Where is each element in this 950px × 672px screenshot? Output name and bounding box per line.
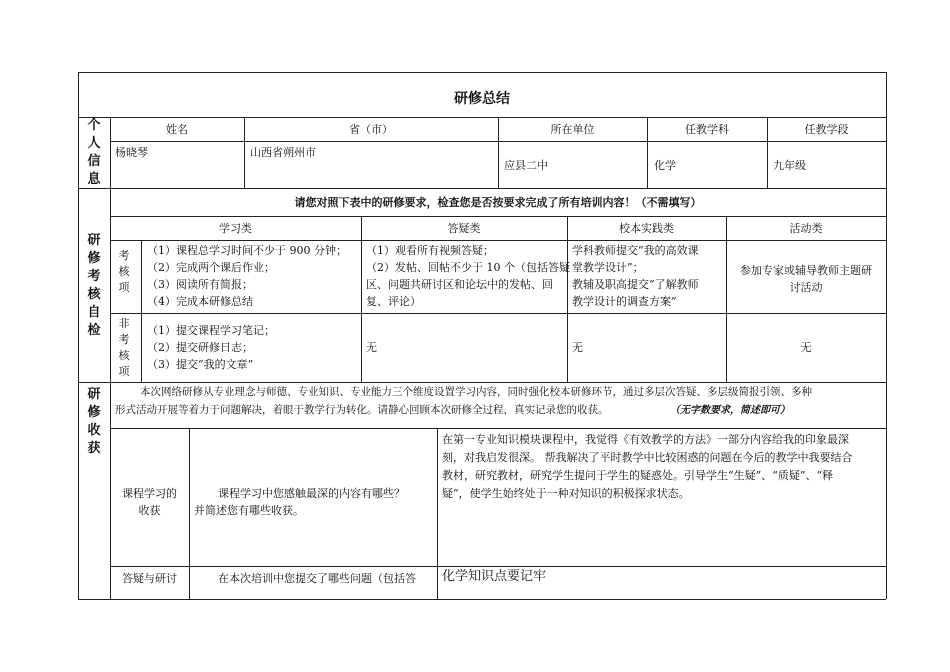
assessed-activity-line: 讨活动 — [789, 281, 823, 294]
rule — [110, 117, 111, 599]
rule — [189, 428, 190, 599]
gains-row-answer: 教材，研究教材，研究学生提问于学生的疑惑处。引导学生“生疑”、“质疑”、“释 — [442, 469, 834, 482]
non-assessed-study-line: （1）提交课程学习笔记； — [147, 324, 275, 337]
section-label-gains: 研 修 收 获 — [87, 387, 101, 456]
assessed-label: 考 核 项 — [118, 249, 130, 294]
header-subject: 任教学科 — [685, 123, 729, 136]
non-assessed-practice: 无 — [572, 341, 583, 354]
rule — [78, 117, 886, 118]
assessed-activity-line: 参加专家或辅导教师主题研 — [740, 264, 872, 277]
non-assessed-label: 非 考 核 项 — [118, 317, 130, 378]
header-province: 省（市） — [349, 123, 393, 136]
rule — [110, 216, 886, 217]
non-assessed-qa: 无 — [366, 341, 377, 354]
gains-row-question: 并简述您有哪些收获。 — [194, 504, 304, 517]
assessed-practice-line: 学科教师提交“我的高效课 — [572, 244, 699, 257]
rule — [110, 240, 886, 241]
non-assessed-study-line: （3）提交“我的文章” — [147, 358, 254, 371]
value-stage: 九年级 — [773, 159, 806, 172]
assessed-study-line: （2）完成两个课后作业； — [147, 261, 275, 274]
value-name: 杨晓琴 — [115, 146, 148, 159]
header-unit: 所在单位 — [550, 123, 595, 136]
assessed-qa-line: （1）观看所有视频答疑； — [366, 244, 494, 257]
gains-intro-line: 本次网络研修从专业理念与师德、专业知识、专业能力三个维度设置学习内容，同时强化校本研修环节，通过多层次答疑、多层级简报引领、多种 — [140, 386, 812, 398]
assessed-study-line: （3）阅读所有简报； — [147, 278, 253, 291]
rule — [361, 216, 362, 382]
gains-row-label: 课程学习的 — [122, 487, 177, 500]
non-assessed-study-line: （2）提交研修日志； — [147, 341, 253, 354]
rule — [141, 240, 142, 382]
table-border-left — [78, 72, 79, 599]
col-qa: 答疑类 — [447, 222, 481, 235]
gains-row-question: 在本次培训中您提交了哪些问题（包括答 — [218, 572, 416, 585]
gains-row-answer: 刻，对我启发很深。 帮我解决了平时教学中比较困惑的问题在今后的教学中我要结合 — [442, 451, 853, 464]
assessed-qa-line: 复、评论） — [366, 295, 421, 308]
value-province: 山西省朔州市 — [250, 146, 316, 159]
table-border-bottom — [78, 599, 886, 600]
gains-row-answer: 在第一专业知识模块课程中，我觉得《有效教学的方法》一部分内容给我的印象最深 — [442, 433, 849, 446]
rule — [567, 216, 568, 382]
assessed-study-line: （4）完成本研修总结 — [147, 295, 253, 308]
gains-intro-line: 形式活动开展等着力于问题解决，着眼于教学行为转化。请静心回顾本次研修全过程，真实记录您的收获。 — [115, 404, 609, 416]
value-subject: 化学 — [654, 159, 676, 172]
gains-row-answer: 疑”，使学生始终处于一种对知识的积极探求状态。 — [442, 487, 690, 500]
rule — [437, 428, 438, 599]
assessed-practice-line: 教学设计的调查方案” — [572, 295, 677, 308]
page-title: 研修总结 — [454, 91, 510, 107]
gains-row-question: 课程学习中您感触最深的内容有哪些？ — [218, 487, 405, 500]
gains-intro-note: （无字数要求，简述即可） — [670, 405, 790, 416]
gains-row-label: 收获 — [138, 504, 161, 517]
rule — [110, 566, 886, 567]
header-stage: 任教学段 — [804, 123, 849, 136]
rule — [110, 313, 886, 314]
non-assessed-activity: 无 — [800, 341, 812, 354]
col-activity: 活动类 — [789, 222, 823, 235]
rule — [110, 428, 886, 429]
rule — [78, 382, 886, 383]
assessed-qa-line: （2）发帖、回帖不少于 10 个（包括答疑 — [366, 261, 570, 274]
header-name: 姓名 — [166, 123, 188, 136]
value-unit: 应县二中 — [504, 159, 548, 172]
check-notice: 请您对照下表中的研修要求，检查您是否按要求完成了所有培训内容！（不需填写） — [294, 196, 702, 209]
rule — [726, 216, 727, 382]
col-practice: 校本实践类 — [619, 222, 674, 235]
table-border-right — [886, 72, 887, 599]
gains-row-answer: 化学知识点要记牢 — [442, 569, 547, 584]
assessed-practice-line: 堂教学设计”； — [572, 261, 644, 274]
table-border-top — [78, 72, 886, 73]
section-label-personal: 个 人 信 息 — [87, 118, 101, 187]
assessed-study-line: （1）课程总学习时间不少于 900 分钟； — [147, 244, 347, 257]
section-label-check: 研 修 考 核 自 检 — [87, 233, 101, 338]
col-study: 学习类 — [219, 222, 252, 235]
gains-row-label: 答疑与研讨 — [122, 572, 177, 585]
assessed-practice-line: 教辅及职高提交“了解教师 — [572, 278, 699, 291]
assessed-qa-line: 区、问题共研讨区和论坛中的发帖、回 — [366, 278, 553, 291]
rule — [78, 188, 886, 189]
